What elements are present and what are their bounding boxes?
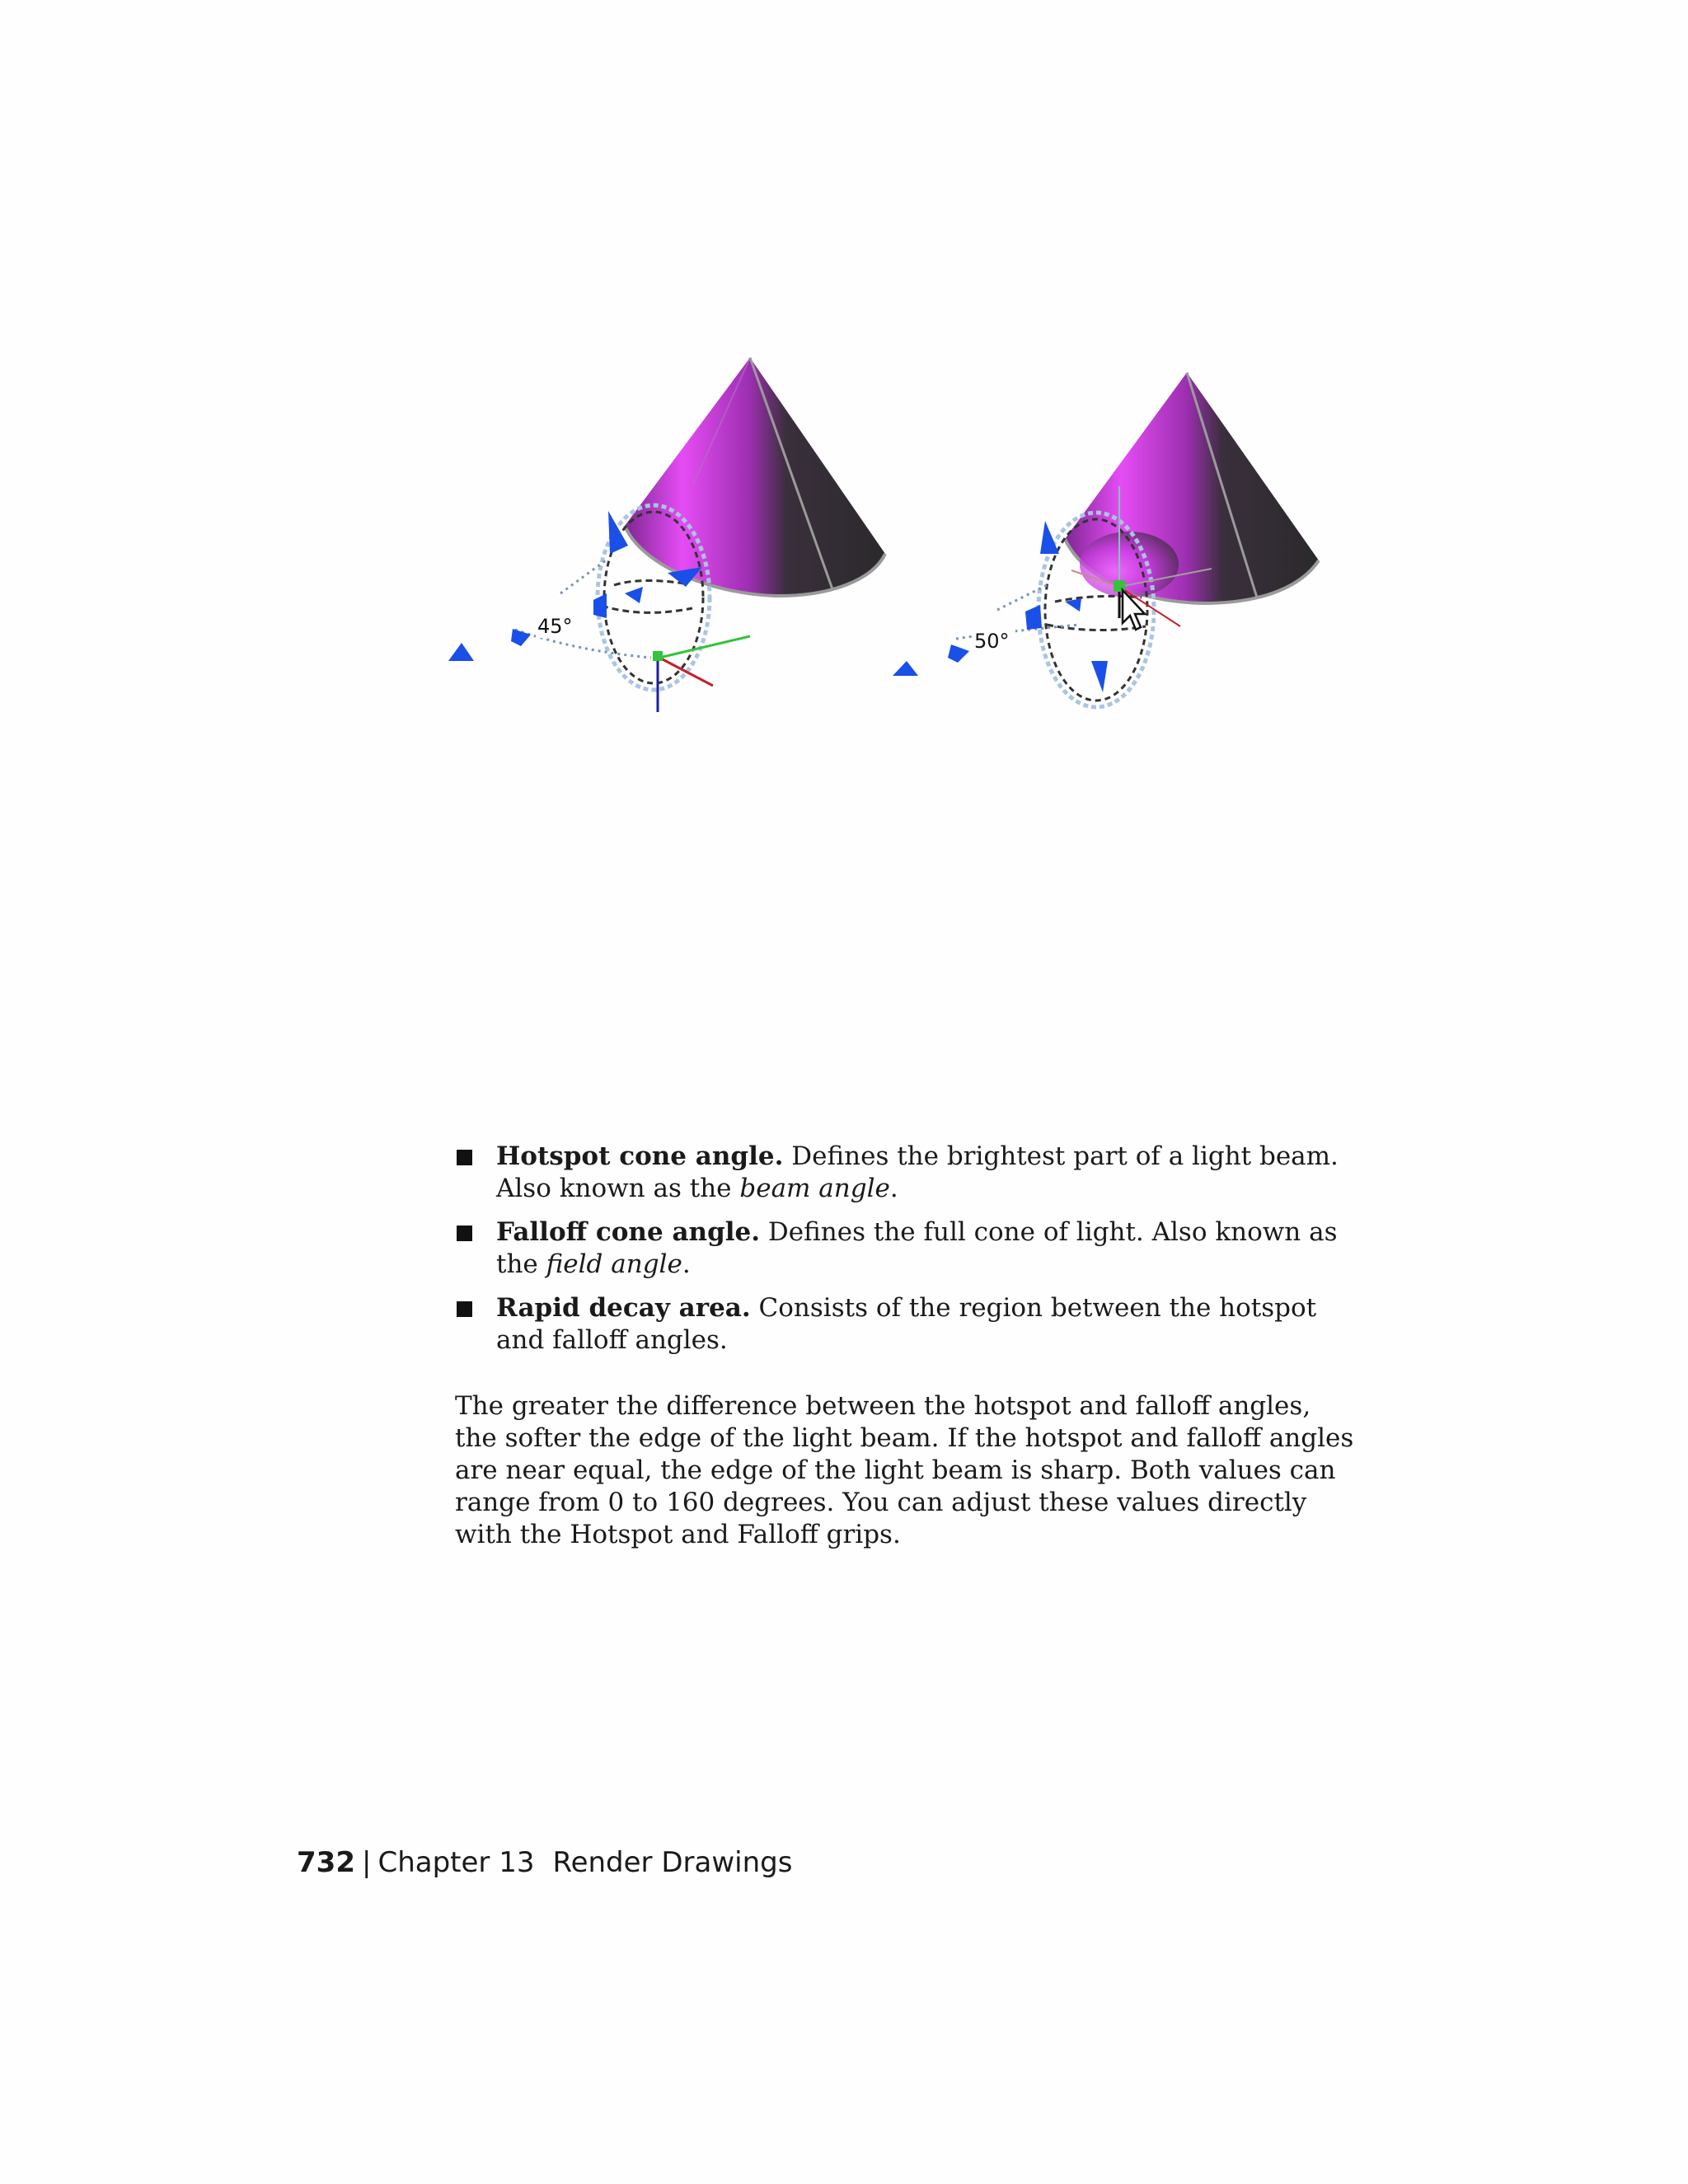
bullet-term: Hotspot cone angle. [496,1141,784,1171]
ucs-axis-icon [653,636,750,712]
bullet-emphasis: beam angle [739,1174,890,1203]
left-spotlight [448,358,885,712]
falloff-grip-icon[interactable] [448,629,531,661]
list-item [455,1141,1353,1205]
page-number: 732 [297,1846,355,1879]
list-item [455,1292,1353,1357]
right-spotlight [893,373,1319,707]
list-item [455,1216,1353,1281]
right-cone [1065,373,1319,603]
hotspot-angle-label: 45° [537,615,573,638]
body-paragraph: The greater the difference between the hotspot and falloff angles, the softer the edge of the light beam. If the hotspot and falloff angles are near equal, the edge of the light beam is sharp. Both values can range from 0 to 160 degrees. You can adjust these values directly with the Hotspot and Falloff grips. [455,1391,1354,1549]
left-cone [625,358,885,596]
bullet-emphasis: field angle [546,1249,682,1279]
footer-separator: | [361,1846,372,1879]
chapter-title: Render Drawings [552,1846,793,1879]
bullet-text: Defines the brightest part of a light beam. Also known as the [496,1141,1339,1203]
chapter-label: Chapter 13 [377,1846,535,1879]
bullet-text: Consists of the region between the hotspot and falloff angles. [496,1293,1317,1355]
hotspot-grip-icon[interactable] [893,644,969,676]
bullet-end: . [889,1174,898,1203]
page-footer [297,1846,792,1879]
bullet-end: . [682,1249,691,1279]
bullet-marker [457,1226,472,1241]
bullet-list [455,1141,1353,1368]
bullet-term: Falloff cone angle. [496,1217,761,1247]
bullet-marker [457,1150,472,1165]
falloff-angle-label: 50° [974,630,1010,653]
bullet-text: Defines the full cone of light. Also known as the [496,1217,1338,1279]
bullet-marker [457,1301,472,1317]
bullet-term: Rapid decay area. [496,1293,751,1323]
spotlight-figure [445,346,1376,733]
